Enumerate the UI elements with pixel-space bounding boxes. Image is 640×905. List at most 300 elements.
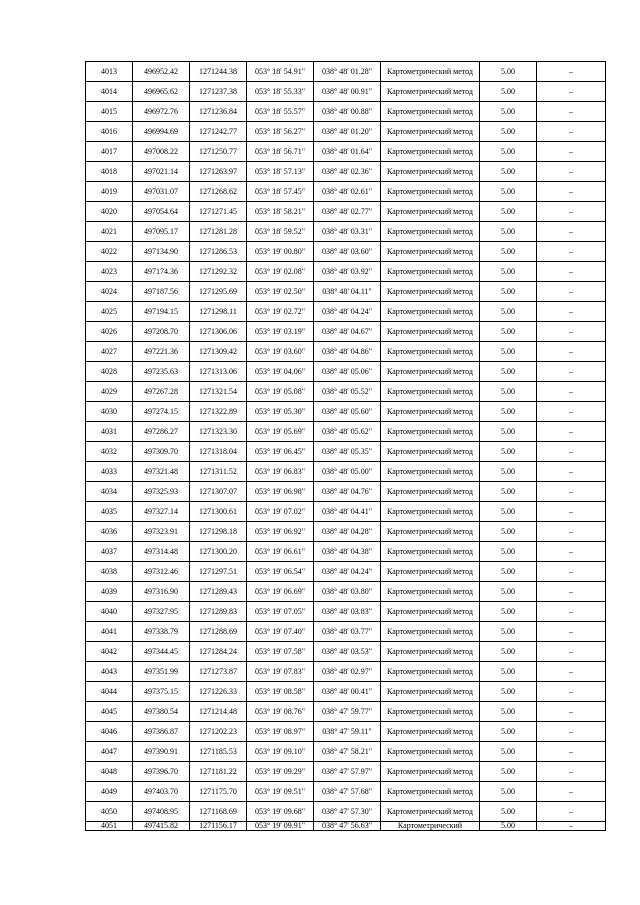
latitude-cell: 053° 19' 06.98"	[247, 482, 314, 502]
table-body	[86, 62, 606, 831]
method-cell: Картометрический метод	[381, 522, 480, 542]
accuracy-cell: 5.00	[480, 342, 537, 362]
x-coordinate-cell: 497408.95	[133, 802, 190, 822]
table-row	[86, 262, 606, 282]
latitude-cell: 053° 19' 06.61"	[247, 542, 314, 562]
longitude-cell: 038° 48' 01.28"	[314, 62, 381, 82]
y-coordinate-cell: 1271226.33	[190, 682, 247, 702]
x-coordinate-cell: 497415.82	[133, 822, 190, 831]
longitude-cell: 038° 48' 02.61"	[314, 182, 381, 202]
x-coordinate-cell: 497208.70	[133, 322, 190, 342]
point-number-cell: 4044	[86, 682, 133, 702]
note-cell: –	[537, 122, 606, 142]
note-cell: –	[537, 302, 606, 322]
table-row	[86, 382, 606, 402]
table-row	[86, 222, 606, 242]
latitude-cell: 053° 19' 03.19"	[247, 322, 314, 342]
note-cell: –	[537, 142, 606, 162]
method-cell: Картометрический метод	[381, 202, 480, 222]
point-number-cell: 4031	[86, 422, 133, 442]
longitude-cell: 038° 47' 57.68"	[314, 782, 381, 802]
table-row	[86, 802, 606, 822]
latitude-cell: 053° 18' 56.27"	[247, 122, 314, 142]
x-coordinate-cell: 497031.07	[133, 182, 190, 202]
latitude-cell: 053° 19' 06.92"	[247, 522, 314, 542]
accuracy-cell: 5.00	[480, 82, 537, 102]
y-coordinate-cell: 1271298.11	[190, 302, 247, 322]
point-number-cell: 4013	[86, 62, 133, 82]
latitude-cell: 053° 19' 02.08"	[247, 262, 314, 282]
method-cell: Картометрический метод	[381, 222, 480, 242]
latitude-cell: 053° 18' 59.52"	[247, 222, 314, 242]
longitude-cell: 038° 47' 57.30"	[314, 802, 381, 822]
x-coordinate-cell: 497351.99	[133, 662, 190, 682]
longitude-cell: 038° 48' 04.41"	[314, 502, 381, 522]
y-coordinate-cell: 1271271.45	[190, 202, 247, 222]
latitude-cell: 053° 19' 05.69"	[247, 422, 314, 442]
note-cell: –	[537, 742, 606, 762]
table-row	[86, 662, 606, 682]
y-coordinate-cell: 1271286.53	[190, 242, 247, 262]
note-cell: –	[537, 562, 606, 582]
point-number-cell: 4033	[86, 462, 133, 482]
latitude-cell: 053° 19' 08.76"	[247, 702, 314, 722]
latitude-cell: 053° 18' 55.33"	[247, 82, 314, 102]
accuracy-cell: 5.00	[480, 422, 537, 442]
latitude-cell: 053° 19' 09.91"	[247, 822, 314, 831]
latitude-cell: 053° 18' 55.57"	[247, 102, 314, 122]
x-coordinate-cell: 497344.45	[133, 642, 190, 662]
x-coordinate-cell: 497316.90	[133, 582, 190, 602]
note-cell: –	[537, 622, 606, 642]
table-row	[86, 402, 606, 422]
y-coordinate-cell: 1271185.53	[190, 742, 247, 762]
point-number-cell: 4027	[86, 342, 133, 362]
x-coordinate-cell: 497323.91	[133, 522, 190, 542]
y-coordinate-cell: 1271309.42	[190, 342, 247, 362]
note-cell: –	[537, 402, 606, 422]
table-row	[86, 622, 606, 642]
latitude-cell: 053° 19' 02.72"	[247, 302, 314, 322]
accuracy-cell: 5.00	[480, 482, 537, 502]
x-coordinate-cell: 497338.79	[133, 622, 190, 642]
method-cell: Картометрический метод	[381, 782, 480, 802]
accuracy-cell: 5.00	[480, 102, 537, 122]
latitude-cell: 053° 19' 09.10"	[247, 742, 314, 762]
longitude-cell: 038° 48' 04.24"	[314, 302, 381, 322]
x-coordinate-cell: 497386.87	[133, 722, 190, 742]
x-coordinate-cell: 497134.90	[133, 242, 190, 262]
accuracy-cell: 5.00	[480, 802, 537, 822]
y-coordinate-cell: 1271181.22	[190, 762, 247, 782]
latitude-cell: 053° 19' 07.58"	[247, 642, 314, 662]
longitude-cell: 038° 48' 04.67"	[314, 322, 381, 342]
y-coordinate-cell: 1271168.69	[190, 802, 247, 822]
latitude-cell: 053° 19' 09.51"	[247, 782, 314, 802]
accuracy-cell: 5.00	[480, 202, 537, 222]
point-number-cell: 4049	[86, 782, 133, 802]
method-cell: Картометрический метод	[381, 482, 480, 502]
y-coordinate-cell: 1271311.52	[190, 462, 247, 482]
y-coordinate-cell: 1271298.18	[190, 522, 247, 542]
point-number-cell: 4026	[86, 322, 133, 342]
point-number-cell: 4030	[86, 402, 133, 422]
accuracy-cell: 5.00	[480, 322, 537, 342]
note-cell: –	[537, 342, 606, 362]
accuracy-cell: 5.00	[480, 402, 537, 422]
point-number-cell: 4018	[86, 162, 133, 182]
accuracy-cell: 5.00	[480, 502, 537, 522]
table-row	[86, 202, 606, 222]
accuracy-cell: 5.00	[480, 142, 537, 162]
y-coordinate-cell: 1271214.48	[190, 702, 247, 722]
method-cell: Картометрический метод	[381, 162, 480, 182]
point-number-cell: 4023	[86, 262, 133, 282]
x-coordinate-cell: 497396.70	[133, 762, 190, 782]
x-coordinate-cell: 497380.54	[133, 702, 190, 722]
note-cell: –	[537, 482, 606, 502]
point-number-cell: 4017	[86, 142, 133, 162]
longitude-cell: 038° 48' 05.00"	[314, 462, 381, 482]
y-coordinate-cell: 1271289.83	[190, 602, 247, 622]
y-coordinate-cell: 1271322.89	[190, 402, 247, 422]
note-cell: –	[537, 202, 606, 222]
point-number-cell: 4025	[86, 302, 133, 322]
y-coordinate-cell: 1271244.38	[190, 62, 247, 82]
longitude-cell: 038° 47' 59.11"	[314, 722, 381, 742]
note-cell: –	[537, 822, 606, 831]
table-row	[86, 162, 606, 182]
method-cell: Картометрический	[381, 822, 480, 831]
accuracy-cell: 5.00	[480, 822, 537, 831]
longitude-cell: 038° 48' 04.11"	[314, 282, 381, 302]
note-cell: –	[537, 322, 606, 342]
longitude-cell: 038° 48' 03.31"	[314, 222, 381, 242]
x-coordinate-cell: 497327.14	[133, 502, 190, 522]
latitude-cell: 053° 19' 07.83"	[247, 662, 314, 682]
accuracy-cell: 5.00	[480, 442, 537, 462]
longitude-cell: 038° 48' 05.06"	[314, 362, 381, 382]
x-coordinate-cell: 497321.48	[133, 462, 190, 482]
latitude-cell: 053° 19' 06.45"	[247, 442, 314, 462]
table-row	[86, 642, 606, 662]
latitude-cell: 053° 18' 57.45"	[247, 182, 314, 202]
longitude-cell: 038° 48' 03.80"	[314, 582, 381, 602]
method-cell: Картометрический метод	[381, 762, 480, 782]
y-coordinate-cell: 1271263.97	[190, 162, 247, 182]
table-row	[86, 442, 606, 462]
y-coordinate-cell: 1271175.70	[190, 782, 247, 802]
x-coordinate-cell: 497267.28	[133, 382, 190, 402]
table-row	[86, 822, 606, 831]
method-cell: Картометрический метод	[381, 302, 480, 322]
method-cell: Картометрический метод	[381, 102, 480, 122]
longitude-cell: 038° 48' 00.41"	[314, 682, 381, 702]
accuracy-cell: 5.00	[480, 382, 537, 402]
y-coordinate-cell: 1271273.87	[190, 662, 247, 682]
longitude-cell: 038° 48' 05.62"	[314, 422, 381, 442]
table-row	[86, 462, 606, 482]
longitude-cell: 038° 48' 03.77"	[314, 622, 381, 642]
accuracy-cell: 5.00	[480, 222, 537, 242]
latitude-cell: 053° 19' 06.83"	[247, 462, 314, 482]
point-number-cell: 4051	[86, 822, 133, 831]
latitude-cell: 053° 19' 07.40"	[247, 622, 314, 642]
latitude-cell: 053° 19' 09.68"	[247, 802, 314, 822]
point-number-cell: 4034	[86, 482, 133, 502]
note-cell: –	[537, 782, 606, 802]
point-number-cell: 4021	[86, 222, 133, 242]
table-row	[86, 302, 606, 322]
method-cell: Картометрический метод	[381, 242, 480, 262]
longitude-cell: 038° 48' 01.20"	[314, 122, 381, 142]
accuracy-cell: 5.00	[480, 682, 537, 702]
table-row	[86, 722, 606, 742]
accuracy-cell: 5.00	[480, 242, 537, 262]
table-row	[86, 762, 606, 782]
longitude-cell: 038° 47' 59.77"	[314, 702, 381, 722]
point-number-cell: 4029	[86, 382, 133, 402]
point-number-cell: 4036	[86, 522, 133, 542]
method-cell: Картометрический метод	[381, 122, 480, 142]
table-row	[86, 542, 606, 562]
note-cell: –	[537, 242, 606, 262]
y-coordinate-cell: 1271289.43	[190, 582, 247, 602]
table-row	[86, 742, 606, 762]
longitude-cell: 038° 48' 00.91"	[314, 82, 381, 102]
method-cell: Картометрический метод	[381, 262, 480, 282]
accuracy-cell: 5.00	[480, 522, 537, 542]
method-cell: Картометрический метод	[381, 382, 480, 402]
point-number-cell: 4016	[86, 122, 133, 142]
accuracy-cell: 5.00	[480, 582, 537, 602]
y-coordinate-cell: 1271300.20	[190, 542, 247, 562]
x-coordinate-cell: 497375.15	[133, 682, 190, 702]
point-number-cell: 4045	[86, 702, 133, 722]
longitude-cell: 038° 48' 02.77"	[314, 202, 381, 222]
longitude-cell: 038° 48' 04.86"	[314, 342, 381, 362]
point-number-cell: 4041	[86, 622, 133, 642]
y-coordinate-cell: 1271156.17	[190, 822, 247, 831]
table-row	[86, 182, 606, 202]
y-coordinate-cell: 1271284.24	[190, 642, 247, 662]
note-cell: –	[537, 662, 606, 682]
x-coordinate-cell: 497403.70	[133, 782, 190, 802]
accuracy-cell: 5.00	[480, 462, 537, 482]
method-cell: Картометрический метод	[381, 422, 480, 442]
y-coordinate-cell: 1271202.23	[190, 722, 247, 742]
latitude-cell: 053° 19' 06.69"	[247, 582, 314, 602]
x-coordinate-cell: 497008.22	[133, 142, 190, 162]
method-cell: Картометрический метод	[381, 622, 480, 642]
x-coordinate-cell: 496972.76	[133, 102, 190, 122]
longitude-cell: 038° 48' 05.52"	[314, 382, 381, 402]
method-cell: Картометрический метод	[381, 722, 480, 742]
table-row	[86, 62, 606, 82]
note-cell: –	[537, 542, 606, 562]
longitude-cell: 038° 48' 01.64"	[314, 142, 381, 162]
note-cell: –	[537, 702, 606, 722]
method-cell: Картометрический метод	[381, 502, 480, 522]
longitude-cell: 038° 48' 02.36"	[314, 162, 381, 182]
accuracy-cell: 5.00	[480, 762, 537, 782]
method-cell: Картометрический метод	[381, 562, 480, 582]
table-row	[86, 582, 606, 602]
accuracy-cell: 5.00	[480, 162, 537, 182]
method-cell: Картометрический метод	[381, 442, 480, 462]
method-cell: Картометрический метод	[381, 402, 480, 422]
accuracy-cell: 5.00	[480, 282, 537, 302]
point-number-cell: 4040	[86, 602, 133, 622]
longitude-cell: 038° 48' 03.53"	[314, 642, 381, 662]
note-cell: –	[537, 82, 606, 102]
table-row	[86, 362, 606, 382]
y-coordinate-cell: 1271281.28	[190, 222, 247, 242]
table-row	[86, 602, 606, 622]
point-number-cell: 4019	[86, 182, 133, 202]
longitude-cell: 038° 48' 05.60"	[314, 402, 381, 422]
accuracy-cell: 5.00	[480, 662, 537, 682]
point-number-cell: 4035	[86, 502, 133, 522]
table-row	[86, 102, 606, 122]
x-coordinate-cell: 497274.15	[133, 402, 190, 422]
latitude-cell: 053° 19' 07.02"	[247, 502, 314, 522]
accuracy-cell: 5.00	[480, 262, 537, 282]
y-coordinate-cell: 1271321.54	[190, 382, 247, 402]
table-row	[86, 422, 606, 442]
latitude-cell: 053° 19' 07.05"	[247, 602, 314, 622]
table-row	[86, 682, 606, 702]
x-coordinate-cell: 497390.91	[133, 742, 190, 762]
y-coordinate-cell: 1271250.77	[190, 142, 247, 162]
table-row	[86, 282, 606, 302]
latitude-cell: 053° 19' 08.58"	[247, 682, 314, 702]
longitude-cell: 038° 48' 04.76"	[314, 482, 381, 502]
method-cell: Картометрический метод	[381, 662, 480, 682]
latitude-cell: 053° 19' 08.97"	[247, 722, 314, 742]
longitude-cell: 038° 48' 04.28"	[314, 522, 381, 542]
y-coordinate-cell: 1271313.06	[190, 362, 247, 382]
method-cell: Картометрический метод	[381, 282, 480, 302]
point-number-cell: 4039	[86, 582, 133, 602]
y-coordinate-cell: 1271268.62	[190, 182, 247, 202]
latitude-cell: 053° 19' 03.60"	[247, 342, 314, 362]
table-row	[86, 482, 606, 502]
accuracy-cell: 5.00	[480, 362, 537, 382]
x-coordinate-cell: 497286.27	[133, 422, 190, 442]
point-number-cell: 4038	[86, 562, 133, 582]
note-cell: –	[537, 362, 606, 382]
coordinates-table-page	[85, 61, 606, 831]
x-coordinate-cell: 496994.69	[133, 122, 190, 142]
method-cell: Картометрический метод	[381, 702, 480, 722]
x-coordinate-cell: 497194.15	[133, 302, 190, 322]
y-coordinate-cell: 1271306.06	[190, 322, 247, 342]
x-coordinate-cell: 497327.95	[133, 602, 190, 622]
accuracy-cell: 5.00	[480, 782, 537, 802]
x-coordinate-cell: 496952.42	[133, 62, 190, 82]
table-row	[86, 322, 606, 342]
point-number-cell: 4032	[86, 442, 133, 462]
latitude-cell: 053° 19' 00.80"	[247, 242, 314, 262]
x-coordinate-cell: 497312.46	[133, 562, 190, 582]
note-cell: –	[537, 102, 606, 122]
method-cell: Картометрический метод	[381, 462, 480, 482]
point-number-cell: 4024	[86, 282, 133, 302]
longitude-cell: 038° 48' 03.60"	[314, 242, 381, 262]
note-cell: –	[537, 762, 606, 782]
point-number-cell: 4046	[86, 722, 133, 742]
x-coordinate-cell: 497325.93	[133, 482, 190, 502]
longitude-cell: 038° 47' 56.63"	[314, 822, 381, 831]
accuracy-cell: 5.00	[480, 122, 537, 142]
method-cell: Картометрический метод	[381, 642, 480, 662]
longitude-cell: 038° 48' 04.24"	[314, 562, 381, 582]
accuracy-cell: 5.00	[480, 62, 537, 82]
point-number-cell: 4015	[86, 102, 133, 122]
y-coordinate-cell: 1271297.51	[190, 562, 247, 582]
y-coordinate-cell: 1271292.32	[190, 262, 247, 282]
point-number-cell: 4014	[86, 82, 133, 102]
latitude-cell: 053° 18' 57.13"	[247, 162, 314, 182]
method-cell: Картометрический метод	[381, 602, 480, 622]
latitude-cell: 053° 19' 06.54"	[247, 562, 314, 582]
method-cell: Картометрический метод	[381, 182, 480, 202]
x-coordinate-cell: 497221.36	[133, 342, 190, 362]
x-coordinate-cell: 497235.63	[133, 362, 190, 382]
y-coordinate-cell: 1271242.77	[190, 122, 247, 142]
y-coordinate-cell: 1271236.84	[190, 102, 247, 122]
method-cell: Картометрический метод	[381, 362, 480, 382]
point-number-cell: 4042	[86, 642, 133, 662]
latitude-cell: 053° 19' 04.06"	[247, 362, 314, 382]
longitude-cell: 038° 48' 05.35"	[314, 442, 381, 462]
point-number-cell: 4050	[86, 802, 133, 822]
note-cell: –	[537, 582, 606, 602]
note-cell: –	[537, 462, 606, 482]
accuracy-cell: 5.00	[480, 642, 537, 662]
latitude-cell: 053° 19' 02.50"	[247, 282, 314, 302]
y-coordinate-cell: 1271318.04	[190, 442, 247, 462]
x-coordinate-cell: 497021.14	[133, 162, 190, 182]
y-coordinate-cell: 1271237.38	[190, 82, 247, 102]
latitude-cell: 053° 18' 54.91"	[247, 62, 314, 82]
note-cell: –	[537, 62, 606, 82]
x-coordinate-cell: 497314.48	[133, 542, 190, 562]
point-number-cell: 4020	[86, 202, 133, 222]
longitude-cell: 038° 48' 04.38"	[314, 542, 381, 562]
method-cell: Картометрический метод	[381, 82, 480, 102]
y-coordinate-cell: 1271307.07	[190, 482, 247, 502]
method-cell: Картометрический метод	[381, 582, 480, 602]
note-cell: –	[537, 802, 606, 822]
point-number-cell: 4047	[86, 742, 133, 762]
method-cell: Картометрический метод	[381, 742, 480, 762]
latitude-cell: 053° 19' 05.30"	[247, 402, 314, 422]
note-cell: –	[537, 722, 606, 742]
table-row	[86, 82, 606, 102]
x-coordinate-cell: 497187.56	[133, 282, 190, 302]
longitude-cell: 038° 48' 03.92"	[314, 262, 381, 282]
table-row	[86, 242, 606, 262]
note-cell: –	[537, 502, 606, 522]
longitude-cell: 038° 47' 58.21"	[314, 742, 381, 762]
method-cell: Картометрический метод	[381, 342, 480, 362]
method-cell: Картометрический метод	[381, 322, 480, 342]
latitude-cell: 053° 19' 05.08"	[247, 382, 314, 402]
method-cell: Картометрический метод	[381, 802, 480, 822]
accuracy-cell: 5.00	[480, 542, 537, 562]
